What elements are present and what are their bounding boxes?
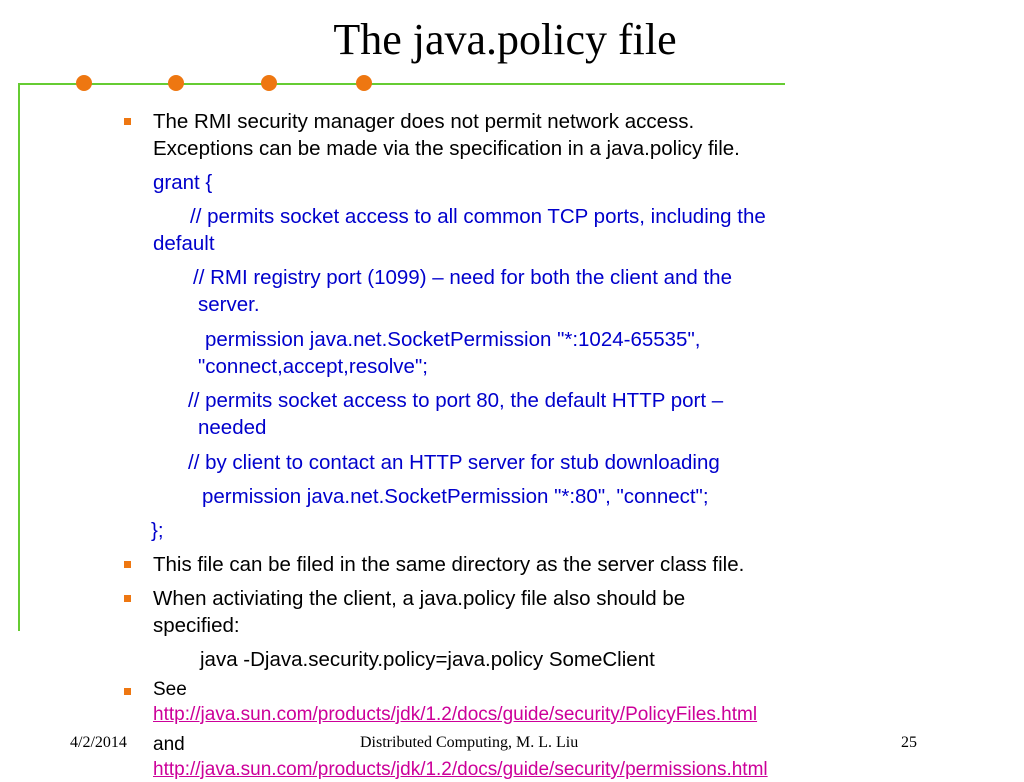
bullet-icon (124, 561, 131, 568)
bullet-4-see: See (153, 679, 187, 700)
code-permission-1-line-1: permission java.net.SocketPermission "*:1024-65535", (205, 328, 701, 351)
footer-center: Distributed Computing, M. L. Liu (360, 734, 579, 751)
code-comment-4: // by client to contact an HTTP server for stub downloading (188, 451, 720, 474)
permissions-link[interactable]: http://java.sun.com/products/jdk/1.2/docs/guide/security/permissions.html (153, 759, 768, 780)
code-comment-3-line-2: needed (198, 416, 267, 439)
code-comment-1-line-1: // permits socket access to all common TCP ports, including the (190, 205, 766, 228)
code-permission-2: permission java.net.SocketPermission "*:80", "connect"; (202, 485, 709, 508)
bullet-4-and: and (153, 734, 185, 755)
bullet-icon (124, 595, 131, 602)
code-comment-1-line-2: default (153, 232, 215, 255)
slide-title: The java.policy file (333, 15, 677, 64)
bullet-1-line-1: The RMI security manager does not permit network access. (153, 110, 695, 133)
bullet-icon (124, 118, 131, 125)
bullet-1-line-2: Exceptions can be made via the specification in a java.policy file. (153, 137, 740, 160)
bullet-3-line-1: When activiating the client, a java.policy file also should be (153, 587, 686, 610)
code-comment-3-line-1: // permits socket access to port 80, the default HTTP port – (188, 389, 724, 412)
code-grant-close: }; (151, 519, 164, 542)
command-line: java -Djava.security.policy=java.policy SomeClient (200, 648, 655, 671)
code-permission-1-line-2: "connect,accept,resolve"; (198, 355, 428, 378)
footer-date: 4/2/2014 (70, 734, 127, 751)
code-comment-2-line-2: server. (198, 293, 260, 316)
bullet-2: This file can be filed in the same directory as the server class file. (153, 553, 745, 576)
bullet-3-line-2: specified: (153, 614, 240, 637)
code-comment-2-line-1: // RMI registry port (1099) – need for both the client and the (193, 266, 732, 289)
bullet-icon (124, 688, 131, 695)
policy-files-link[interactable]: http://java.sun.com/products/jdk/1.2/docs/guide/security/PolicyFiles.html (153, 704, 758, 725)
footer-page-number: 25 (901, 734, 917, 751)
code-grant-open: grant { (153, 171, 213, 194)
